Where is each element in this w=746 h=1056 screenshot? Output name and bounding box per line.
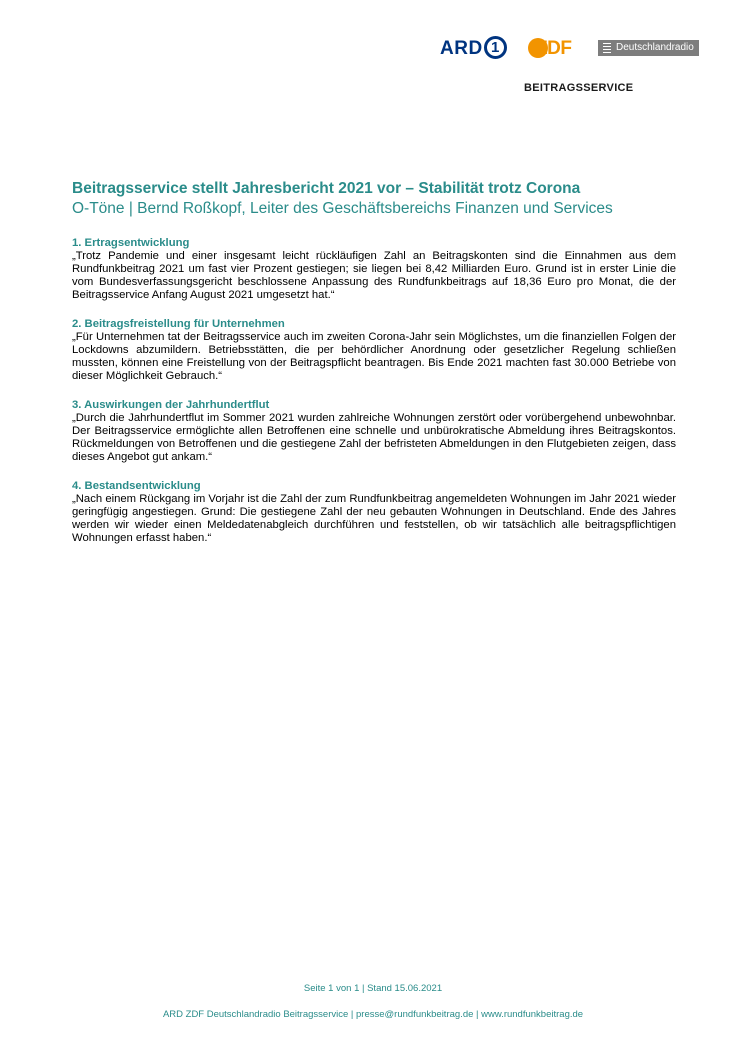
section-jahrhundertflut	[72, 399, 676, 464]
section-beitragsfreistellung	[72, 318, 676, 383]
deutschlandradio-logo	[598, 40, 699, 56]
section-heading: 2. Beitragsfreistellung für Unternehmen	[72, 318, 285, 330]
broadcaster-logos	[440, 36, 720, 66]
section-heading: 4. Bestandsentwicklung	[72, 480, 201, 492]
footer-contact: ARD ZDF Deutschlandradio Beitragsservice | presse@rundfunkbeitrag.de | www.rundfunkbeitrag.de	[162, 1009, 584, 1020]
section-ertragsentwicklung	[72, 237, 676, 302]
page-subtitle: O-Töne | Bernd Roßkopf, Leiter des Geschäftsbereichs Finanzen und Services	[72, 200, 613, 217]
section-text: „Durch die Jahrhundertflut im Sommer 2021 wurden zahlreiche Wohnungen zerstört oder vorübergehend unbewohnbar. Der Beitragsservice ermöglichte allen Betroffenen eine schnelle und unbürokratische Abmeldung ihres Beitragskontos. Rückmeldungen von Betroffenen und die gestiegene Zahl der befristeten Abmeldungen in den Flutgebieten zeigen, dass dieses Angebot gut ankam.“	[72, 412, 676, 463]
ard-one-label: 1	[491, 39, 500, 56]
footer-page-info: Seite 1 von 1 | Stand 15.06.2021	[303, 983, 443, 994]
page-title: Beitragsservice stellt Jahresbericht 2021 vor – Stabilität trotz Corona	[72, 180, 581, 197]
zdf-logo: ZDF	[536, 38, 572, 59]
section-heading: 1. Ertragsentwicklung	[72, 237, 190, 249]
section-text: „Trotz Pandemie und einer insgesamt leicht rückläufigen Zahl an Beitragskonten sind die Einnahmen aus dem Rundfunkbeitrag 2021 um fast vier Prozent gestiegen; sie liegen bei 8,42 Milliarden Euro. Grund ist in erster Linie die vom Bundesverfassungsgericht beschlossene Anpassung des Rundfunkbeitrags auf 18,36 Euro pro Monat, die der Beitragsservice Anfang August 2021 umgesetzt hat.“	[72, 250, 676, 301]
section-heading: 3. Auswirkungen der Jahrhundertflut	[72, 399, 270, 411]
section-text: „Für Unternehmen tat der Beitragsservice auch im zweiten Corona-Jahr sein Möglichstes, um die finanziellen Folgen der Lockdowns abzumildern. Betriebsstätten, die per behördlicher Anordnung oder gesetzlicher Regelung schließen mussten, können eine Freistellung von der Beitragspflicht beantragen. Bis Ende 2021 machten fast 30.000 Betriebe von dieser Möglichkeit Gebrauch.“	[72, 331, 676, 382]
content-sections	[72, 237, 676, 561]
deutschlandradio-label: Deutschlandradio	[616, 42, 694, 53]
section-bestandsentwicklung	[72, 480, 676, 545]
deutschlandradio-icon	[603, 43, 611, 53]
ard-logo: ARD	[440, 38, 483, 59]
beitragsservice-label: BEITRAGSSERVICE	[524, 82, 634, 94]
section-text: „Nach einem Rückgang im Vorjahr ist die Zahl der zum Rundfunkbeitrag angemeldeten Wohnungen im Jahr 2021 wieder geringfügig angestiegen. Grund: Die gestiegene Zahl der neu gebauten Wohnungen in Deutschland. Ende des Jahres werden wir wieder einen Meldedatenabgleich durchführen und feststellen, ob wir tatsächlich alle beitragspflichtigen Wohnungen erfasst haben.“	[72, 493, 676, 544]
